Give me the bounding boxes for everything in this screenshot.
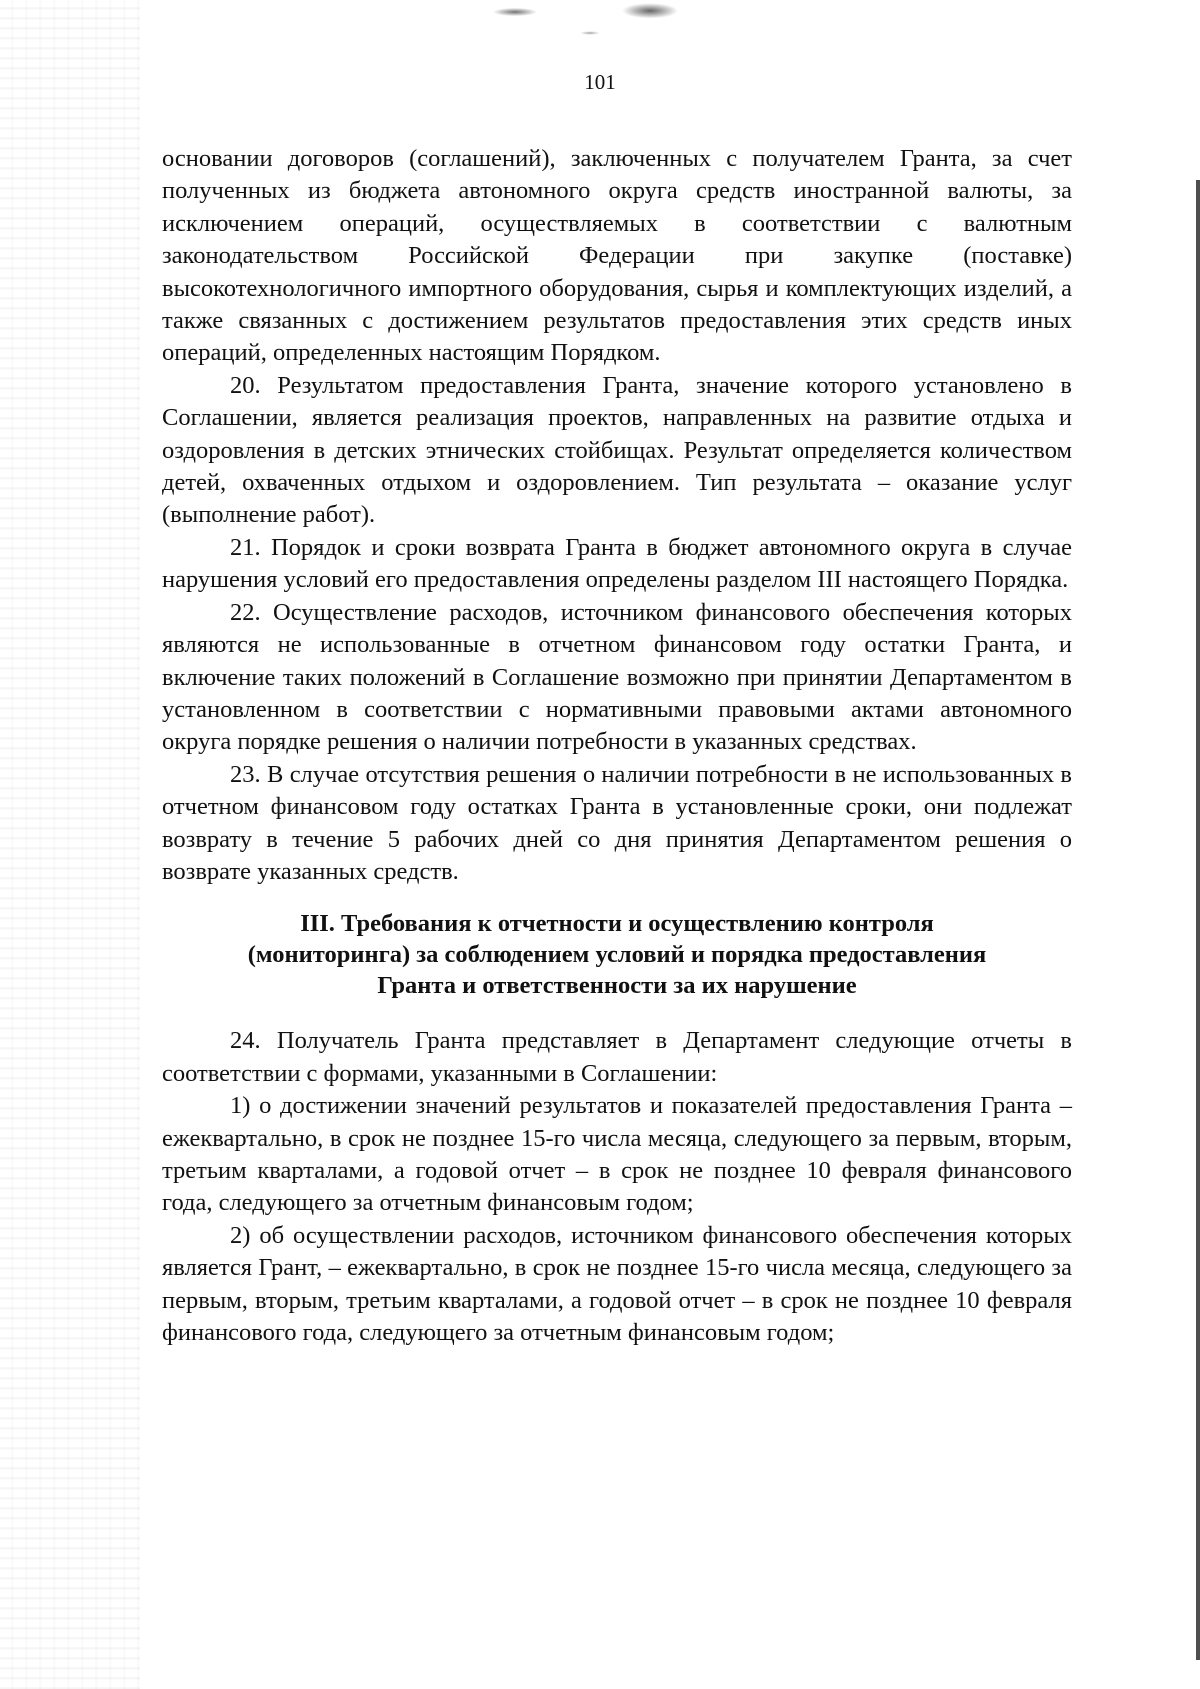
scan-edge-artifact [0, 0, 140, 1689]
list-item-2: 2) об осуществлении расходов, источником финансового обеспечения которых является Грант, – ежеквартально, в срок не позднее 15-го числа месяца, следующего за первым, вторым, третьим кварталами, а годовой отчет – в срок не позднее 10 февраля финансового года, следующего за отчетным финансовым годом; [162, 1221, 1072, 1346]
section-heading-line: (мониторинга) за соблюдением условий и порядка предоставления [247, 941, 987, 969]
paragraph-21: 21. Порядок и сроки возврата Гранта в бюджет автономного округа в случае нарушения условий его предоставления определены разделом III настоящего Порядка. [162, 533, 1072, 594]
section-heading [162, 908, 1072, 1001]
paragraph-20: 20. Результатом предоставления Гранта, значение которого установлено в Соглашении, является реализация проектов, направленных на развитие отдыха и оздоровления в детских этнических стойбищах. Результат определяется количеством детей, охваченных отдыхом и оздоровлением. Тип результата – оказание услуг (выполнение работ). [162, 371, 1072, 529]
document-body [162, 143, 1072, 1349]
paragraph-24: 24. Получатель Гранта представляет в Департамент следующие отчеты в соответствии с формами, указанными в Соглашении: [162, 1027, 1072, 1087]
section-heading-line: Гранта и ответственности за их нарушение [377, 972, 857, 1000]
section-heading-line: III. Требования к отчетности и осуществлению контроля [300, 910, 934, 938]
paragraph-22: 22. Осуществление расходов, источником финансового обеспечения которых являются не использованные в отчетном финансовом году остатки Гранта, и включение таких положений в Соглашение возможно при принятии Департаментом в установленном в соответствии с нормативными правовыми актами автономного округа порядке решения о наличии потребности в указанных средствах. [162, 598, 1072, 756]
scan-smudge-artifact [470, 0, 770, 60]
scan-border-artifact [1196, 180, 1200, 1660]
page-number: 101 [584, 70, 616, 94]
paragraph-continuation: основании договоров (соглашений), заключенных с получателем Гранта, за счет полученных из бюджета автономного округа средств иностранной валюты, за исключением операций, осуществляемых в соответствии с валютным законодательством Российской Федерации при закупке (поставке) высокотехнологичного импортного оборудования, сырья и комплектующих изделий, а также связанных с достижением результатов предоставления этих средств иных операций, определенных настоящим Порядком. [162, 145, 1072, 367]
paragraph-23: 23. В случае отсутствия решения о наличии потребности в не использованных в отчетном финансовом году остатках Гранта в установленные сроки, они подлежат возврату в течение 5 рабочих дней со дня принятия Департаментом решения о возврате указанных средств. [162, 760, 1072, 885]
list-item-1: 1) о достижении значений результатов и показателей предоставления Гранта – ежеквартально, в срок не позднее 15-го числа месяца, следующего за первым, вторым, третьим кварталами, а годовой отчет – в срок не позднее 10 февраля финансового года, следующего за отчетным финансовым годом; [162, 1092, 1072, 1217]
